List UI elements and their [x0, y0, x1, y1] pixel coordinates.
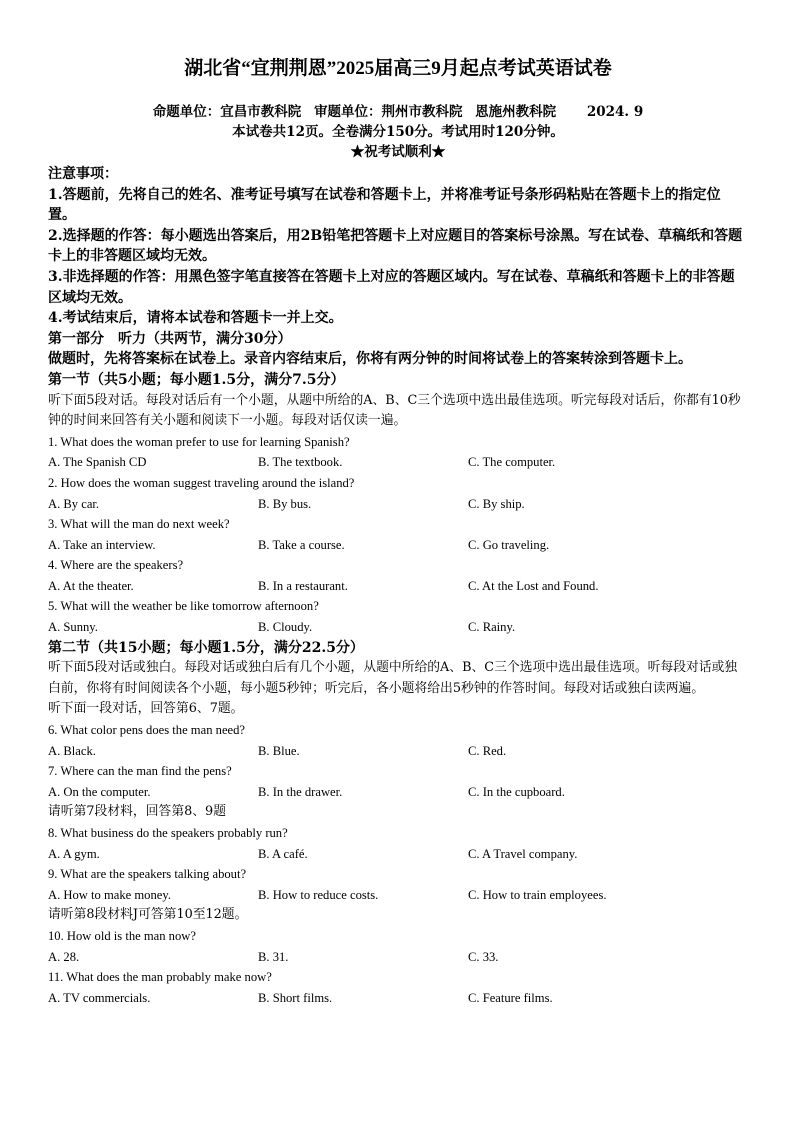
option-a: A. By car.	[48, 496, 100, 511]
notes-heading: 注意事项：	[48, 166, 118, 182]
section1-instruction: 听下面5段对话。每段对话后有一个小题，从题中所给的A、B、C三个选项中选出最佳选项。听完每段对话后，你都有10秒钟的时间来回答有关小题和阅读下一小题。每段对话仅读一遍。	[48, 392, 741, 429]
option-a: A. At the theater.	[48, 578, 134, 593]
question-options	[48, 452, 748, 473]
question-options	[48, 535, 748, 556]
part1-instruction: 做题时，先将答案标在试卷上。录音内容结束后，你将有两分钟的时间将试卷上的答案转涂到答题卡上。	[48, 351, 692, 368]
listening-prompt: 听下面一段对话，回答第6、7题。	[48, 701, 244, 717]
option-c: C. By ship.	[468, 496, 525, 511]
question-options	[48, 844, 748, 865]
question-stem: 3. What will the man do next week?	[48, 517, 230, 532]
question-stem: 9. What are the speakers talking about?	[48, 867, 247, 882]
question-stem: 5. What will the weather be like tomorrow afternoon?	[48, 599, 319, 614]
option-c: C. Rainy.	[468, 620, 516, 635]
part1-heading: 第一部分 听力（共两节，满分30分）	[48, 330, 292, 347]
section2-heading: 第二节（共15小题；每小题1.5分，满分22.5分）	[48, 639, 364, 656]
question-stem: 11. What does the man probably make now?	[48, 970, 272, 985]
setter-label: 命题单位：宜昌市教科院	[152, 104, 302, 120]
question-stem: 2. How does the woman suggest traveling around the island?	[48, 475, 355, 490]
option-c: C. Feature films.	[468, 990, 553, 1005]
option-a: A. The Spanish CD	[48, 455, 147, 470]
option-b: B. In the drawer.	[258, 784, 343, 799]
option-a: A. Black.	[48, 743, 96, 758]
question-stem: 10. How old is the man now?	[48, 928, 196, 943]
question-options	[48, 885, 748, 906]
option-a: A. TV commercials.	[48, 990, 151, 1005]
exam-meta-line	[48, 102, 748, 122]
question-options	[48, 988, 748, 1009]
exam-info-line: 本试卷共12页。全卷满分150分。考试用时120分钟。	[232, 124, 564, 140]
option-c: C. In the cupboard.	[468, 784, 565, 799]
question-stem: 4. Where are the speakers?	[48, 558, 184, 573]
question-options	[48, 494, 748, 515]
option-b: B. A café.	[258, 846, 308, 861]
option-b: B. The textbook.	[258, 455, 343, 470]
option-a: A. How to make money.	[48, 887, 171, 902]
reviewer2-label: 恩施州教科院	[475, 104, 557, 120]
option-c: C. Red.	[468, 743, 507, 758]
notes-item: 1.答题前，先将自己的姓名、准考证号填写在试卷和答题卡上，并将准考证号条形码粘贴在答题卡上的指定位置。	[48, 186, 721, 224]
option-b: B. In a restaurant.	[258, 578, 348, 593]
listening-prompt: 请听第8段材料J可答第10至12题。	[48, 907, 248, 923]
option-b: B. 31.	[258, 949, 289, 964]
option-b: B. By bus.	[258, 496, 312, 511]
option-b: B. Short films.	[258, 990, 333, 1005]
option-b: B. Take a course.	[258, 537, 345, 552]
notes-item: 2.选择题的作答：每小题选出答案后，用2B铅笔把答题卡上对应题目的答案标号涂黑。写在试卷、草稿纸和答题卡上的非答题区域均无效。	[48, 227, 743, 265]
option-c: C. 33.	[468, 949, 499, 964]
question-stem: 7. Where can the man find the pens?	[48, 764, 232, 779]
reviewer-label: 审题单位：荆州市教科院	[313, 104, 463, 120]
option-c: C. At the Lost and Found.	[468, 578, 599, 593]
question-options	[48, 576, 748, 597]
question-stem: 8. What business do the speakers probably run?	[48, 826, 288, 840]
question-options	[48, 617, 748, 638]
option-b: B. Blue.	[258, 743, 300, 758]
section2-instruction: 听下面5段对话或独白。每段对话或独白后有几个小题，从题中所给的A、B、C三个选项中选出最佳选项。听每段对话或独白前，你将有时间阅读各个小题，每小题5秒钟；听完后，各小题将给出5秒钟的作答时间。每段对话或独白读两遍。	[48, 660, 738, 696]
option-b: B. Cloudy.	[258, 620, 313, 635]
blessing-line: ★祝考试顺利★	[350, 144, 446, 160]
option-a: A. 28.	[48, 949, 80, 964]
option-c: C. Go traveling.	[468, 537, 550, 552]
exam-date: 2024. 9	[586, 104, 644, 120]
option-a: A. On the computer.	[48, 784, 151, 799]
question-stem: 1. What does the woman prefer to use for learning Spanish?	[48, 434, 350, 449]
option-c: C. How to train employees.	[468, 887, 607, 902]
exam-page	[48, 56, 748, 1008]
exam-title: 湖北省“宜荆荆恩”2025届高三9月起点考试英语试卷	[184, 58, 612, 79]
notes-item: 3.非选择题的作答：用黑色签字笔直接答在答题卡上对应的答题区域内。写在试卷、草稿纸和答题卡上的非答题区域均无效。	[48, 268, 735, 306]
option-a: A. Sunny.	[48, 620, 98, 635]
option-a: A. A gym.	[48, 846, 100, 861]
option-c: C. The computer.	[468, 455, 556, 470]
option-a: A. Take an interview.	[48, 537, 156, 552]
listening-prompt: 请听第7段材料，回答第8、9题	[48, 804, 226, 820]
question-options	[48, 741, 748, 762]
question-options	[48, 782, 748, 803]
section1-heading: 第一节（共5小题；每小题1.5分，满分7.5分）	[48, 371, 345, 388]
option-c: C. A Travel company.	[468, 846, 578, 861]
question-stem: 6. What color pens does the man need?	[48, 723, 246, 738]
option-b: B. How to reduce costs.	[258, 887, 379, 902]
question-options	[48, 947, 748, 968]
notes-item: 4.考试结束后，请将本试卷和答题卡一并上交。	[48, 310, 343, 327]
